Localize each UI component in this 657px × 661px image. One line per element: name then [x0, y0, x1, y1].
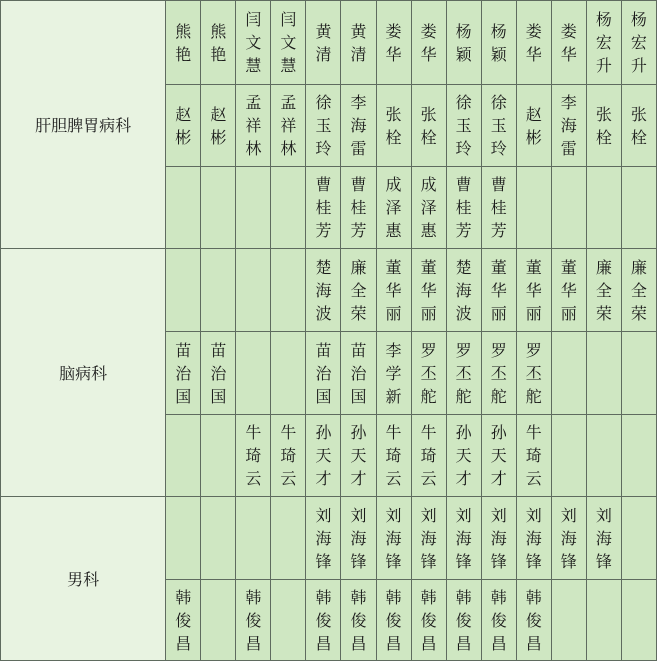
doctor-name: 娄华: [420, 21, 437, 64]
doctor-name: 黄清: [350, 21, 367, 64]
doctor-cell: [376, 249, 411, 332]
doctor-cell: [271, 167, 306, 249]
doctor-cell: [166, 415, 201, 497]
doctor-cell: [376, 1, 411, 85]
doctor-cell: [516, 332, 551, 415]
doctor-name: 罗丕舵: [420, 340, 437, 406]
doctor-cell: [306, 580, 341, 661]
doctor-name: 赵彬: [525, 104, 542, 147]
doctor-cell: [376, 332, 411, 415]
schedule-body: [1, 1, 657, 661]
doctor-cell: [411, 85, 446, 167]
doctor-name: 张栓: [385, 104, 402, 147]
doctor-cell: [341, 580, 376, 661]
doctor-name: 熊艳: [210, 21, 227, 64]
doctor-cell: [341, 415, 376, 497]
doctor-cell: [446, 85, 481, 167]
doctor-cell: [411, 415, 446, 497]
doctor-cell: [306, 415, 341, 497]
doctor-cell: [236, 415, 271, 497]
doctor-cell: [376, 167, 411, 249]
doctor-cell: [586, 249, 621, 332]
doctor-cell: [446, 415, 481, 497]
doctor-name: 杨宏升: [630, 10, 647, 75]
doctor-cell: [271, 85, 306, 167]
doctor-cell: [201, 332, 236, 415]
doctor-cell: [271, 497, 306, 580]
doctor-cell: [621, 167, 656, 249]
doctor-cell: [271, 332, 306, 415]
doctor-name: 苗治国: [175, 340, 192, 406]
doctor-name: 刘海锋: [350, 505, 367, 571]
doctor-cell: [586, 497, 621, 580]
doctor-cell: [341, 249, 376, 332]
doctor-name: 董华丽: [420, 257, 437, 323]
doctor-name: 徐玉玲: [490, 93, 507, 158]
doctor-name: 赵彬: [175, 104, 192, 147]
doctor-cell: [201, 249, 236, 332]
doctor-cell: [516, 497, 551, 580]
doctor-cell: [236, 580, 271, 661]
doctor-name: 徐玉玲: [315, 93, 332, 158]
doctor-cell: [236, 85, 271, 167]
doctor-name: 韩俊昌: [245, 587, 262, 653]
doctor-cell: [166, 1, 201, 85]
doctor-cell: [586, 85, 621, 167]
doctor-cell: [586, 167, 621, 249]
doctor-cell: [516, 415, 551, 497]
doctor-cell: [341, 85, 376, 167]
doctor-cell: [166, 167, 201, 249]
doctor-cell: [551, 415, 586, 497]
doctor-cell: [586, 580, 621, 661]
doctor-name: 曹桂芳: [315, 175, 332, 240]
doctor-cell: [306, 85, 341, 167]
doctor-cell: [621, 249, 656, 332]
doctor-cell: [446, 249, 481, 332]
doctor-name: 韩俊昌: [525, 587, 542, 653]
doctor-name: 刘海锋: [420, 505, 437, 571]
doctor-name: 孟祥林: [245, 93, 262, 158]
doctor-name: 杨颖: [490, 21, 507, 64]
doctor-name: 孟祥林: [280, 93, 297, 158]
doctor-cell: [621, 85, 656, 167]
doctor-name: 罗丕舵: [525, 340, 542, 406]
department-name: 肝胆脾胃病科: [1, 1, 166, 249]
doctor-cell: [306, 1, 341, 85]
doctor-cell: [411, 1, 446, 85]
doctor-cell: [586, 332, 621, 415]
doctor-cell: [586, 415, 621, 497]
doctor-cell: [236, 249, 271, 332]
doctor-cell: [446, 167, 481, 249]
doctor-name: 苗治国: [210, 340, 227, 406]
doctor-cell: [201, 167, 236, 249]
doctor-name: 韩俊昌: [350, 587, 367, 653]
doctor-cell: [516, 249, 551, 332]
doctor-cell: [306, 167, 341, 249]
doctor-name: 曹桂芳: [490, 175, 507, 240]
doctor-cell: [306, 249, 341, 332]
doctor-cell: [271, 249, 306, 332]
doctor-name: 孙天才: [490, 423, 507, 488]
doctor-name: 刘海锋: [385, 505, 402, 571]
doctor-cell: [201, 497, 236, 580]
doctor-cell: [586, 1, 621, 85]
doctor-name: 刘海锋: [490, 505, 507, 571]
doctor-name: 董华丽: [385, 257, 402, 323]
doctor-cell: [376, 415, 411, 497]
doctor-name: 苗治国: [350, 340, 367, 406]
doctor-name: 牛琦云: [245, 423, 262, 488]
doctor-name: 廉全荣: [630, 257, 647, 323]
schedule-row: [1, 249, 657, 332]
doctor-cell: [341, 167, 376, 249]
doctor-cell: [341, 332, 376, 415]
doctor-name: 孙天才: [350, 423, 367, 488]
doctor-name: 刘海锋: [595, 505, 612, 571]
doctor-name: 成泽惠: [385, 175, 402, 240]
doctor-name: 刘海锋: [315, 505, 332, 571]
doctor-cell: [341, 1, 376, 85]
doctor-cell: [551, 580, 586, 661]
doctor-cell: [481, 497, 516, 580]
schedule-row: [1, 1, 657, 85]
doctor-cell: [166, 497, 201, 580]
doctor-name: 闫文慧: [280, 10, 297, 75]
doctor-name: 董华丽: [560, 257, 577, 323]
doctor-cell: [306, 497, 341, 580]
doctor-name: 罗丕舵: [490, 340, 507, 406]
doctor-cell: [481, 167, 516, 249]
doctor-cell: [481, 332, 516, 415]
doctor-name: 楚海波: [315, 257, 332, 323]
doctor-cell: [621, 332, 656, 415]
doctor-cell: [621, 580, 656, 661]
doctor-cell: [271, 415, 306, 497]
doctor-cell: [411, 332, 446, 415]
doctor-name: 张栓: [420, 104, 437, 147]
doctor-cell: [446, 1, 481, 85]
doctor-cell: [551, 85, 586, 167]
doctor-name: 李海雷: [350, 93, 367, 158]
doctor-name: 廉全荣: [350, 257, 367, 323]
doctor-name: 曹桂芳: [350, 175, 367, 240]
doctor-cell: [516, 85, 551, 167]
doctor-cell: [271, 580, 306, 661]
doctor-name: 楚海波: [455, 257, 472, 323]
doctor-cell: [411, 580, 446, 661]
doctor-name: 牛琦云: [525, 423, 542, 488]
doctor-name: 刘海锋: [455, 505, 472, 571]
doctor-name: 韩俊昌: [490, 587, 507, 653]
doctor-name: 牛琦云: [385, 423, 402, 488]
doctor-cell: [481, 249, 516, 332]
doctor-cell: [446, 580, 481, 661]
doctor-name: 熊艳: [175, 21, 192, 64]
doctor-cell: [166, 249, 201, 332]
doctor-name: 韩俊昌: [420, 587, 437, 653]
doctor-name: 孙天才: [315, 423, 332, 488]
doctor-cell: [516, 1, 551, 85]
doctor-name: 李学新: [385, 340, 402, 406]
schedule-row: [1, 497, 657, 580]
doctor-name: 闫文慧: [245, 10, 262, 75]
doctor-name: 李海雷: [560, 93, 577, 158]
doctor-name: 罗丕舵: [455, 340, 472, 406]
doctor-cell: [446, 497, 481, 580]
doctor-cell: [481, 85, 516, 167]
doctor-cell: [201, 85, 236, 167]
doctor-cell: [236, 497, 271, 580]
doctor-cell: [376, 85, 411, 167]
doctor-cell: [551, 249, 586, 332]
doctor-cell: [411, 167, 446, 249]
doctor-name: 苗治国: [315, 340, 332, 406]
doctor-cell: [201, 415, 236, 497]
doctor-name: 娄华: [385, 21, 402, 64]
doctor-cell: [166, 580, 201, 661]
doctor-cell: [551, 1, 586, 85]
doctor-cell: [201, 1, 236, 85]
doctor-name: 韩俊昌: [455, 587, 472, 653]
doctor-name: 韩俊昌: [315, 587, 332, 653]
doctor-name: 成泽惠: [420, 175, 437, 240]
doctor-name: 刘海锋: [560, 505, 577, 571]
doctor-cell: [551, 497, 586, 580]
doctor-name: 廉全荣: [595, 257, 612, 323]
doctor-name: 娄华: [560, 21, 577, 64]
doctor-cell: [551, 332, 586, 415]
doctor-cell: [481, 415, 516, 497]
doctor-name: 韩俊昌: [175, 587, 192, 653]
doctor-cell: [341, 497, 376, 580]
doctor-cell: [236, 332, 271, 415]
doctor-cell: [516, 580, 551, 661]
department-name: 脑病科: [1, 249, 166, 497]
doctor-cell: [446, 332, 481, 415]
doctor-cell: [551, 167, 586, 249]
doctor-cell: [271, 1, 306, 85]
doctor-name: 刘海锋: [525, 505, 542, 571]
doctor-name: 杨颖: [455, 21, 472, 64]
doctor-cell: [166, 85, 201, 167]
doctor-cell: [516, 167, 551, 249]
doctor-cell: [201, 580, 236, 661]
doctor-cell: [236, 167, 271, 249]
department-name: 男科: [1, 497, 166, 661]
doctor-name: 孙天才: [455, 423, 472, 488]
doctor-name: 董华丽: [490, 257, 507, 323]
doctor-cell: [166, 332, 201, 415]
doctor-name: 徐玉玲: [455, 93, 472, 158]
doctor-name: 赵彬: [210, 104, 227, 147]
doctor-cell: [621, 497, 656, 580]
doctor-name: 韩俊昌: [385, 587, 402, 653]
doctor-name: 黄清: [315, 21, 332, 64]
doctor-name: 张栓: [630, 104, 647, 147]
doctor-cell: [236, 1, 271, 85]
doctor-cell: [621, 415, 656, 497]
doctor-cell: [376, 497, 411, 580]
doctor-cell: [376, 580, 411, 661]
doctor-cell: [481, 1, 516, 85]
doctor-name: 张栓: [595, 104, 612, 147]
doctor-cell: [621, 1, 656, 85]
doctor-name: 牛琦云: [280, 423, 297, 488]
doctor-cell: [411, 249, 446, 332]
doctor-name: 董华丽: [525, 257, 542, 323]
doctor-cell: [306, 332, 341, 415]
doctor-name: 曹桂芳: [455, 175, 472, 240]
doctor-name: 娄华: [525, 21, 542, 64]
doctor-name: 杨宏升: [595, 10, 612, 75]
doctor-cell: [481, 580, 516, 661]
doctor-name: 牛琦云: [420, 423, 437, 488]
doctor-cell: [411, 497, 446, 580]
